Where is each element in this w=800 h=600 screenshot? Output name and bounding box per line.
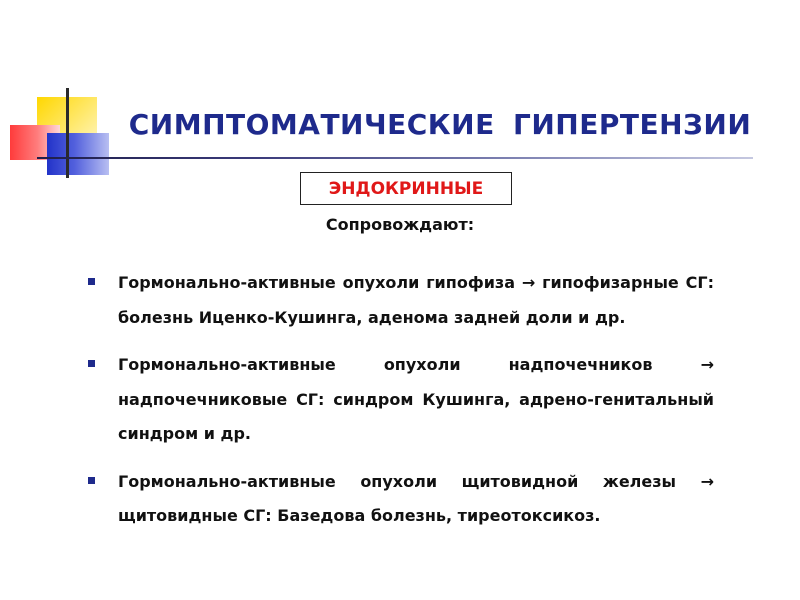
square-bullet-icon [88,477,95,484]
slide-title: СИМПТОМАТИЧЕСКИЕ ГИПЕРТЕНЗИИ [128,108,752,141]
list-item-text: Гормонально-активные опухоли надпочечников → надпочечниковые СГ: синдром Кушинга, адрено-генитальный синдром и др. [118,355,714,443]
decorative-vertical-line [66,88,69,178]
list-item [88,348,714,452]
title-underline [37,157,753,159]
category-box [300,172,512,205]
square-bullet-icon [88,278,95,285]
category-label: ЭНДОКРИННЫЕ [328,178,484,199]
square-bullet-icon [88,360,95,367]
bullet-list [88,266,714,547]
list-item-text: Гормонально-активные опухоли щитовидной железы → щитовидные СГ: Базедова болезнь, тиреотоксикоз. [118,471,714,525]
list-item [88,465,714,534]
list-item-text: Гормонально-активные опухоли гипофиза → гипофизарные СГ: болезнь Иценко-Кушинга, аденома задней доли и др. [118,273,714,327]
slide-subtitle: Сопровождают: [325,215,475,234]
list-item [88,266,714,335]
decorative-blue-square [47,133,109,175]
